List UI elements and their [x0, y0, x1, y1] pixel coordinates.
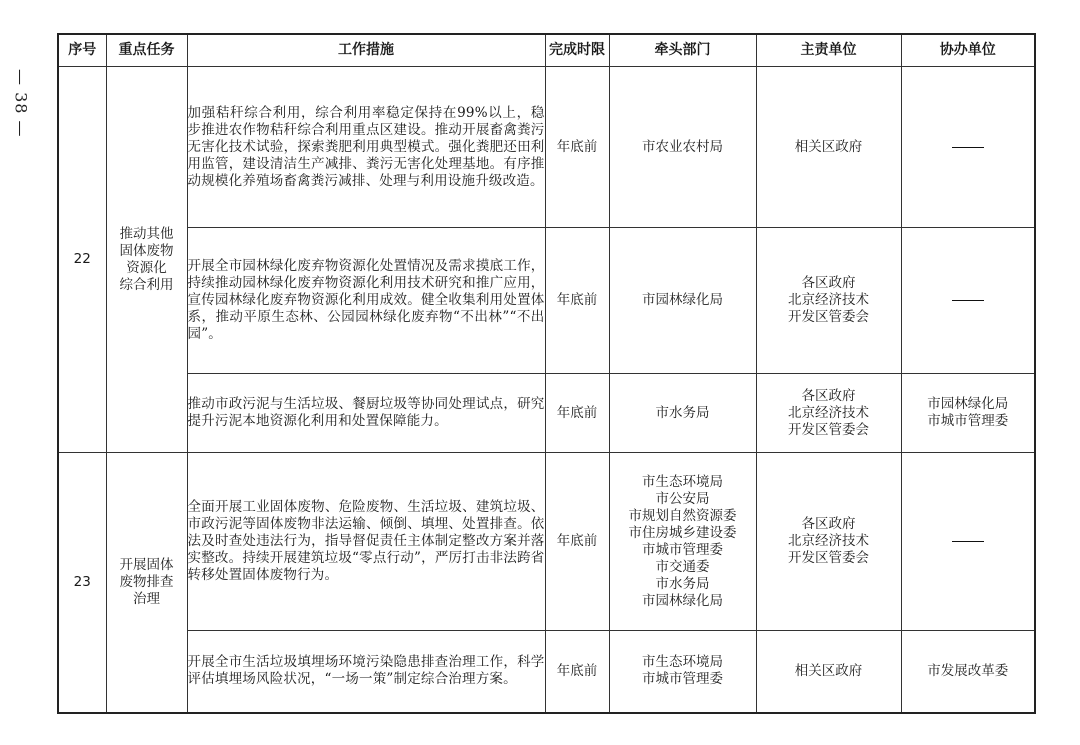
- assist-cell: [901, 228, 1035, 374]
- lead-cell: 市生态环境局 市公安局 市规划自然资源委 市住房城乡建设委 市城市管理委 市交通委 市水务局 市园林绿化局: [609, 453, 756, 631]
- lead-cell: 市生态环境局 市城市管理委: [609, 631, 756, 713]
- none-dash: [952, 300, 984, 301]
- table-row: [58, 228, 1035, 374]
- table-row: [58, 631, 1035, 713]
- header-deadline: 完成时限: [545, 34, 609, 67]
- assist-cell: 市发展改革委: [901, 631, 1035, 713]
- header-seq: 序号: [58, 34, 106, 67]
- deadline-cell: 年底前: [545, 374, 609, 453]
- table-header-row: [58, 34, 1035, 67]
- measure-cell: 开展全市生活垃圾填埋场环境污染隐患排查治理工作，科学评估填埋场风险状况，“一场一策”制定综合治理方案。: [187, 631, 545, 713]
- seq-cell: 23: [58, 453, 106, 713]
- lead-cell: 市水务局: [609, 374, 756, 453]
- task-cell: 推动其他 固体废物 资源化 综合利用: [106, 67, 187, 453]
- none-dash: [952, 541, 984, 542]
- deadline-cell: 年底前: [545, 67, 609, 228]
- measure-cell: 全面开展工业固体废物、危险废物、生活垃圾、建筑垃圾、市政污泥等固体废物非法运输、倾倒、填埋、处置排查。依法及时查处违法行为，指导督促责任主体制定整改方案并落实整改。持续开展建筑垃圾“零点行动”，严厉打击非法跨省转移处置固体废物行为。: [187, 453, 545, 631]
- assist-cell: [901, 453, 1035, 631]
- header-measure: 工作措施: [187, 34, 545, 67]
- table-row: [58, 453, 1035, 631]
- header-responsible: 主责单位: [756, 34, 901, 67]
- measure-cell: 推动市政污泥与生活垃圾、餐厨垃圾等协同处理试点，研究提升污泥本地资源化利用和处置保障能力。: [187, 374, 545, 453]
- header-assist: 协办单位: [901, 34, 1035, 67]
- seq-cell: 22: [58, 67, 106, 453]
- responsible-cell: 各区政府 北京经济技术 开发区管委会: [756, 374, 901, 453]
- responsible-cell: 各区政府 北京经济技术 开发区管委会: [756, 453, 901, 631]
- table-row: [58, 374, 1035, 453]
- deadline-cell: 年底前: [545, 228, 609, 374]
- measure-cell: 开展全市园林绿化废弃物资源化处置情况及需求摸底工作，持续推动园林绿化废弃物资源化利用技术研究和推广应用，宣传园林绿化废弃物资源化利用成效。健全收集利用处置体系，推动平原生态林、公园园林绿化废弃物“不出林”“不出园”。: [187, 228, 545, 374]
- responsible-cell: 各区政府 北京经济技术 开发区管委会: [756, 228, 901, 374]
- task-table: [57, 33, 1036, 714]
- lead-cell: 市农业农村局: [609, 67, 756, 228]
- table-row: [58, 67, 1035, 228]
- deadline-cell: 年底前: [545, 453, 609, 631]
- task-cell: 开展固体 废物排查 治理: [106, 453, 187, 713]
- assist-cell: 市园林绿化局 市城市管理委: [901, 374, 1035, 453]
- responsible-cell: 相关区政府: [756, 67, 901, 228]
- none-dash: [952, 147, 984, 148]
- assist-cell: [901, 67, 1035, 228]
- header-lead: 牵头部门: [609, 34, 756, 67]
- responsible-cell: 相关区政府: [756, 631, 901, 713]
- header-task: 重点任务: [106, 34, 187, 67]
- deadline-cell: 年底前: [545, 631, 609, 713]
- lead-cell: 市园林绿化局: [609, 228, 756, 374]
- page-number: — 38 —: [11, 68, 31, 138]
- measure-cell: 加强秸秆综合利用，综合利用率稳定保持在99%以上，稳步推进农作物秸秆综合利用重点区建设。推动开展畜禽粪污无害化技术试验，探索粪肥利用典型模式。强化粪肥还田利用监管，建设清洁生产减排、粪污无害化处理基地。有序推动规模化养殖场畜禽粪污减排、处理与利用设施升级改造。: [187, 67, 545, 228]
